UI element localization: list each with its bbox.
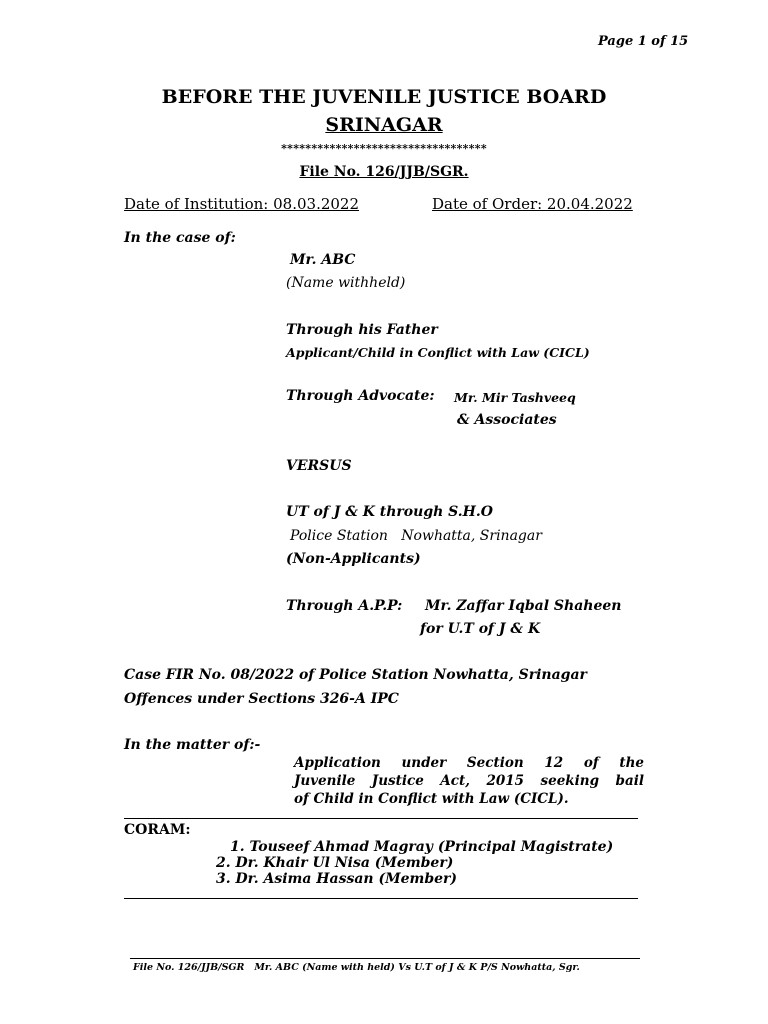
app-label: Through A.P.P: <box>286 598 403 614</box>
applicant-role: Applicant/Child in Conflict with Law (CICL) <box>286 345 590 360</box>
matter-of-label: In the matter of:- <box>124 737 261 753</box>
date-of-order: Date of Order: 20.04.2022 <box>432 195 633 213</box>
page-number: Page 1 of 15 <box>598 34 689 49</box>
divider-top <box>124 818 638 819</box>
app-name: Mr. Zaffar Iqbal Shaheen <box>425 598 622 614</box>
court-location: SRINAGAR <box>325 114 443 136</box>
matter-line: of Child in Conflict with Law (CICL). <box>294 791 569 807</box>
through-father: Through his Father <box>286 322 438 338</box>
applicant-name-note: (Name withheld) <box>286 275 406 291</box>
offences: Offences under Sections 326-A IPC <box>124 691 399 707</box>
divider-bottom <box>124 898 638 899</box>
court-title: BEFORE THE JUVENILE JUSTICE BOARD <box>161 86 607 108</box>
stars-separator: ********************************** <box>281 142 487 155</box>
respondent-station: Police Station Nowhatta, Srinagar <box>290 528 542 544</box>
advocate-associates: & Associates <box>457 412 557 428</box>
file-number: File No. 126/JJB/SGR. <box>299 164 469 180</box>
coram-member: 3. Dr. Asima Hassan (Member) <box>216 871 458 887</box>
respondent-name: UT of J & K through S.H.O <box>286 504 493 520</box>
versus-label: VERSUS <box>286 458 352 474</box>
footer-text: File No. 126/JJB/SGR Mr. ABC (Name with held) Vs U.T of J & K P/S Nowhatta, Sgr. <box>133 962 580 973</box>
advocate-label: Through Advocate: <box>286 388 435 404</box>
case-of-label: In the case of: <box>124 230 236 246</box>
coram-member: 1. Touseef Ahmad Magray (Principal Magistrate) <box>230 839 614 855</box>
app-for: for U.T of J & K <box>420 621 541 637</box>
coram-member: 2. Dr. Khair Ul Nisa (Member) <box>216 855 454 871</box>
case-fir: Case FIR No. 08/2022 of Police Station Nowhatta, Srinagar <box>124 667 587 683</box>
applicant-name: Mr. ABC <box>290 252 356 268</box>
footer-rule <box>130 958 640 959</box>
matter-line: Application under Section 12 of the <box>294 755 644 771</box>
advocate-name: Mr. Mir Tashveeq <box>454 390 576 405</box>
date-of-institution: Date of Institution: 08.03.2022 <box>124 195 360 213</box>
respondent-role: (Non-Applicants) <box>286 551 421 567</box>
coram-label: CORAM: <box>124 822 191 838</box>
matter-line: Juvenile Justice Act, 2015 seeking bail <box>294 773 644 789</box>
